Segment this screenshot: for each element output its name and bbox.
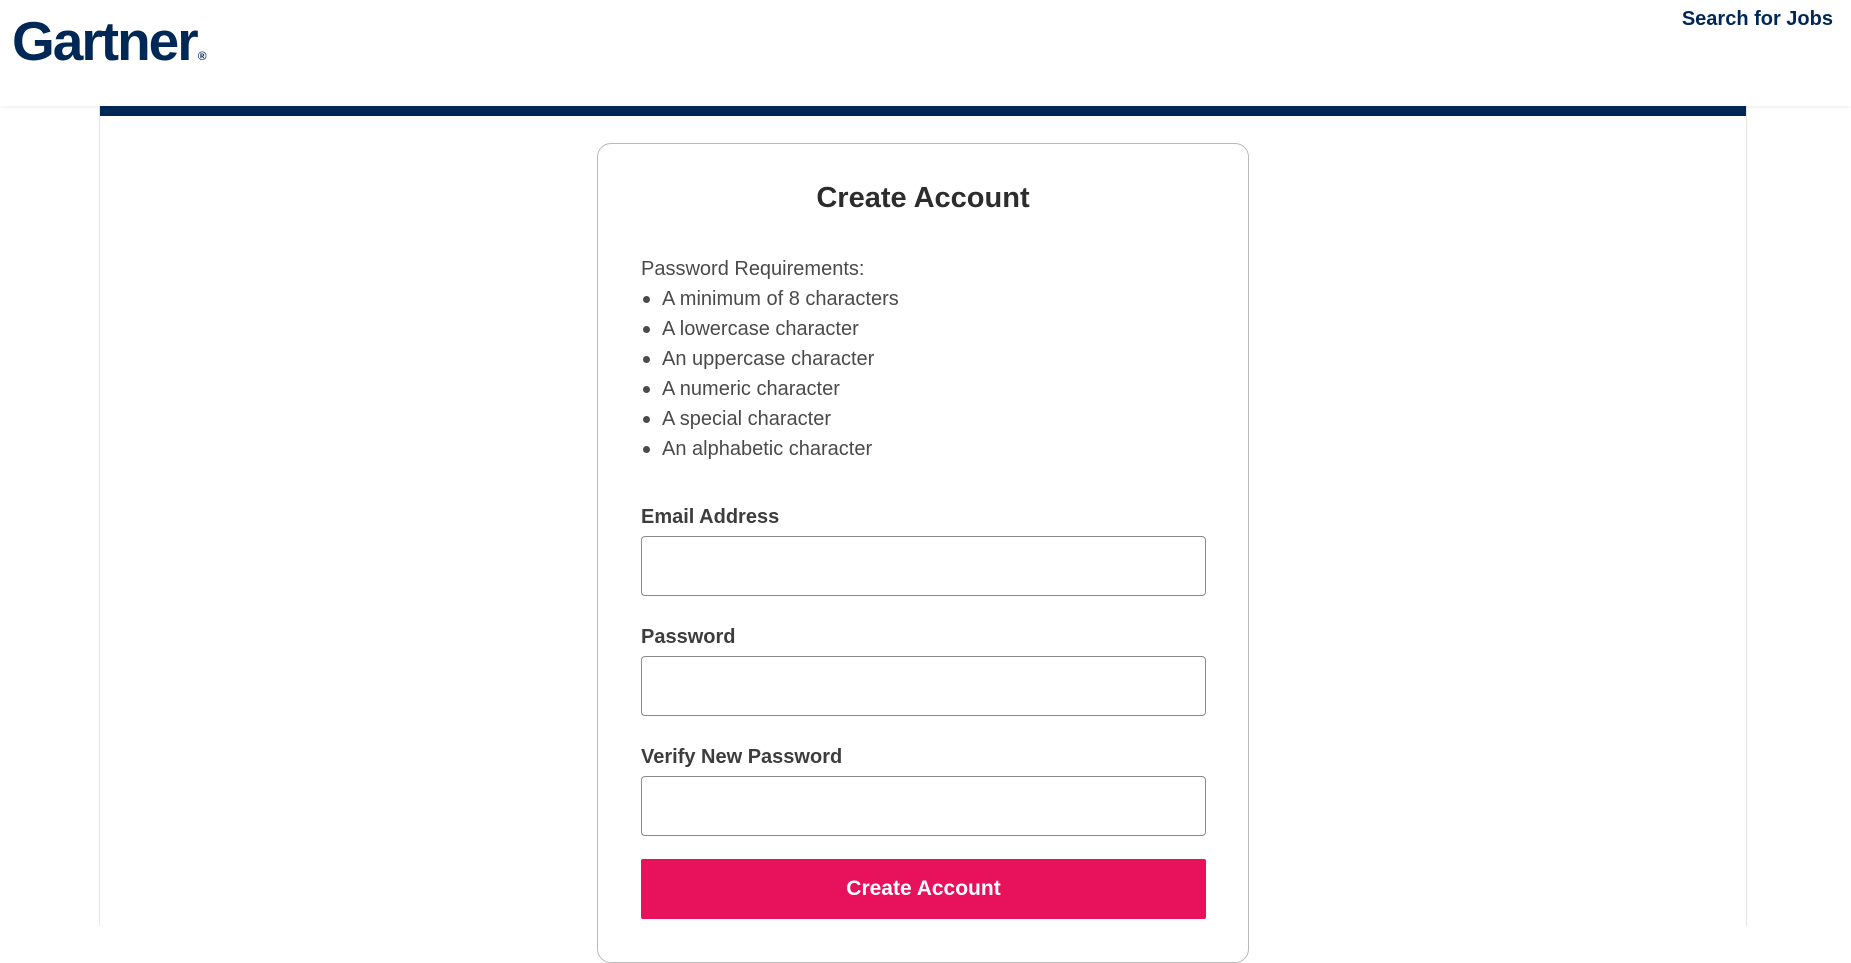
password-label: Password: [641, 626, 736, 648]
site-header: [0, 0, 1851, 106]
email-label: Email Address: [641, 506, 780, 528]
requirement-item: A special character: [641, 404, 899, 434]
requirement-item: A lowercase character: [641, 314, 899, 344]
email-field[interactable]: [641, 536, 1206, 596]
search-for-jobs-link[interactable]: Search for Jobs: [1681, 8, 1833, 30]
registered-mark: ®: [197, 49, 207, 63]
requirement-item: A numeric character: [641, 374, 899, 404]
verify-password-label: Verify New Password: [641, 746, 843, 768]
create-account-button[interactable]: Create Account: [641, 859, 1206, 919]
page-title: Create Account: [816, 182, 1030, 214]
requirements-list: [641, 284, 899, 464]
gartner-logo[interactable]: [12, 10, 207, 72]
requirement-item: An uppercase character: [641, 344, 899, 374]
page-container: [99, 106, 1747, 926]
verify-password-field[interactable]: [641, 776, 1206, 836]
logo-text: Gartner: [12, 10, 197, 72]
create-account-card: [597, 143, 1249, 963]
navy-divider-bar: [100, 106, 1746, 116]
password-field[interactable]: [641, 656, 1206, 716]
requirement-item: A minimum of 8 characters: [641, 284, 899, 314]
requirement-item: An alphabetic character: [641, 434, 899, 464]
requirements-heading: Password Requirements:: [641, 258, 865, 280]
password-requirements: [641, 254, 899, 464]
